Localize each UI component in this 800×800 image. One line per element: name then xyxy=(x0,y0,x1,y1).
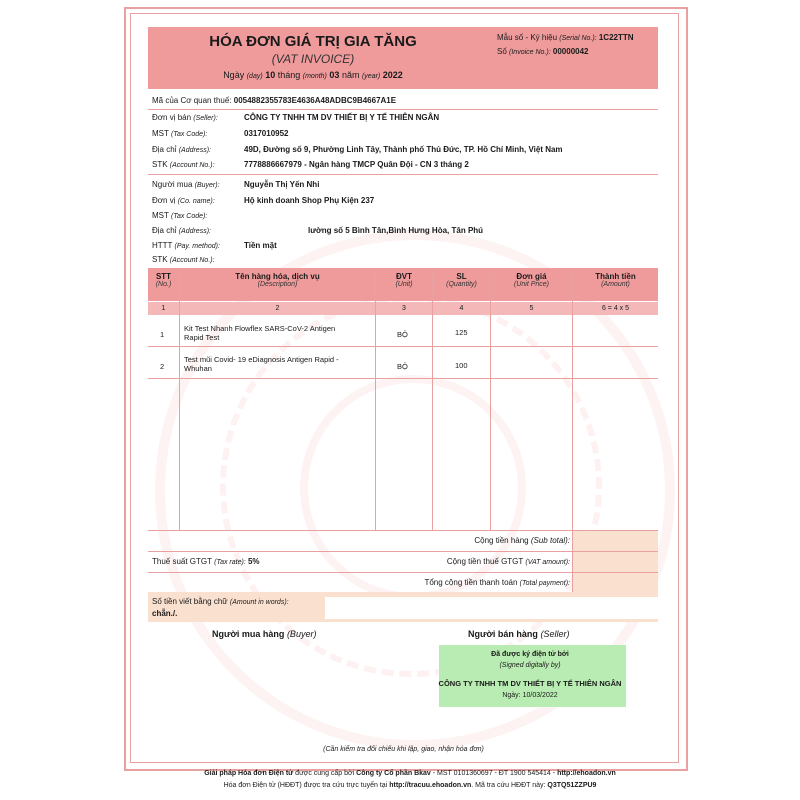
serial-number: Mẫu số - Ký hiệu (Serial No.): 1C22TTN xyxy=(497,33,634,42)
buyer-signature-title: Người mua hàng (Buyer) xyxy=(212,629,317,639)
col-index: 1 xyxy=(148,302,179,315)
subtotal-value xyxy=(572,531,658,551)
col-index: 2 xyxy=(180,302,375,315)
row-divider xyxy=(148,346,658,347)
vat-row: Thuế suất GTGT (Tax rate): 5% Cộng tiền thuế GTGT (VAT amount): xyxy=(148,552,658,572)
invoice-date: Ngày (day) 10 tháng (month) 03 năm (year) 2022 xyxy=(223,70,403,80)
column-rule xyxy=(490,268,491,530)
row-2-unit: BỘ xyxy=(397,362,408,371)
total-value xyxy=(572,573,658,593)
check-note: (Cần kiểm tra đối chiếu khi lập, giao, nhận hóa đơn) xyxy=(323,746,484,753)
col-index: 5 xyxy=(491,302,572,315)
invoice-title: HÓA ĐƠN GIÁ TRỊ GIA TĂNG xyxy=(209,33,417,50)
buyer-company-row: Đơn vị (Co. name): Hộ kinh doanh Shop Phụ Kiện 237 xyxy=(152,196,375,205)
seller-signature-title: Người bán hàng (Seller) xyxy=(468,629,570,639)
row-2-quantity: 100 xyxy=(455,361,468,370)
signed-text: Đã được ký điện tử bởi xyxy=(491,651,569,658)
col-index: 4 xyxy=(433,302,490,315)
column-rule xyxy=(572,268,573,530)
footer-provider: Giải pháp Hóa đơn Điện tử được cung cấp bởi Công ty Cổ phần Bkav - MST 0101360697 - ĐT 1900 545414 - http://ehoadon.vn xyxy=(204,770,616,777)
col-header-quantity: SL (Quantity) xyxy=(433,268,490,301)
col-header-description: Tên hàng hóa, dịch vụ (Description) xyxy=(180,268,375,301)
total-row: Tổng cộng tiền thanh toán (Total payment): xyxy=(148,573,658,593)
buyer-account-row: STK (Account No.): xyxy=(152,255,215,264)
signed-by: CÔNG TY TNHH TM DV THIẾT BỊ Y TẾ THIÊN NGÂN xyxy=(438,679,622,688)
buyer-payment-method-row: HTTT (Pay. method): Tiền mặt xyxy=(152,241,277,250)
seller-account-row: STK (Account No.): 7778886667979 - Ngân hàng TMCP Quân Đội - CN 3 tháng 2 xyxy=(152,160,469,169)
col-index: 6 = 4 x 5 xyxy=(573,302,658,315)
buyer-name-row: Người mua (Buyer): Nguyễn Thị Yến Nhi xyxy=(152,180,320,189)
signed-date: Ngày: 10/03/2022 xyxy=(502,692,558,699)
row-1-quantity: 125 xyxy=(455,328,468,337)
buyer-tax-code-row: MST (Tax Code): xyxy=(152,211,208,220)
signed-text-en: (Signed digitally by) xyxy=(499,662,561,669)
col-header-unit-price: Đơn giá (Unit Price) xyxy=(491,268,572,301)
row-1-description: Kit Test Nhanh Flowflex SARS-CoV-2 Antigen Rapid Test xyxy=(184,324,336,342)
seller-tax-code-row: MST (Tax Code): 0317010952 xyxy=(152,129,289,138)
tax-authority-code: Mã của Cơ quan thuế: 0054882355783E4636A48ADBC9B4667A1E xyxy=(152,96,397,105)
divider xyxy=(148,174,658,175)
buyer-address-row: Địa chỉ (Address): lường số 5 Bình Tân,Bình Hưng Hòa, Tân Phú xyxy=(152,226,484,235)
divider xyxy=(148,109,658,110)
column-rule xyxy=(375,268,376,530)
row-2-no: 2 xyxy=(160,362,165,371)
col-header-no: STT (No.) xyxy=(148,268,179,301)
amount-in-words-value xyxy=(325,597,658,619)
col-index: 3 xyxy=(376,302,432,315)
col-header-amount: Thành tiền (Amount) xyxy=(573,268,658,301)
subtotal-row: Cộng tiền hàng (Sub total): xyxy=(148,531,658,551)
amount-in-words: Số tiền viết bằng chữ (Amount in words): chẵn./. xyxy=(148,592,658,622)
footer-lookup: Hóa đơn Điện tử (HĐĐT) được tra cứu trực tuyến tại http://tracuu.ehoadon.vn. Mã tra cứu HĐĐT này: Q3TQ51ZZPU9 xyxy=(223,782,597,789)
column-rule xyxy=(432,268,433,530)
row-2-description: Test mũi Covid- 19 eDiagnosis Antigen Rapid - Whuhan xyxy=(184,355,339,373)
invoice-subtitle: (VAT INVOICE) xyxy=(271,52,355,66)
column-rule xyxy=(179,268,180,530)
row-1-unit: BỘ xyxy=(397,330,408,339)
vat-amount-value xyxy=(572,552,658,572)
seller-address-row: Địa chỉ (Address): 49D, Đường số 9, Phường Linh Tây, Thành phố Thủ Đức, TP. Hồ Chí Minh, Việt Nam xyxy=(152,145,563,154)
row-1-no: 1 xyxy=(160,330,165,339)
seller-name-row: Đơn vị bán (Seller): CÔNG TY TNHH TM DV THIẾT BỊ Y TẾ THIÊN NGÂN xyxy=(152,113,440,122)
tracuu-link[interactable]: http://tracuu.ehoadon.vn xyxy=(389,782,472,789)
invoice-number: Số (Invoice No.): 00000042 xyxy=(497,47,589,56)
col-header-unit: ĐVT (Unit) xyxy=(376,268,432,301)
ehoadon-link[interactable]: http://ehoadon.vn xyxy=(557,770,616,777)
row-divider xyxy=(148,378,658,379)
